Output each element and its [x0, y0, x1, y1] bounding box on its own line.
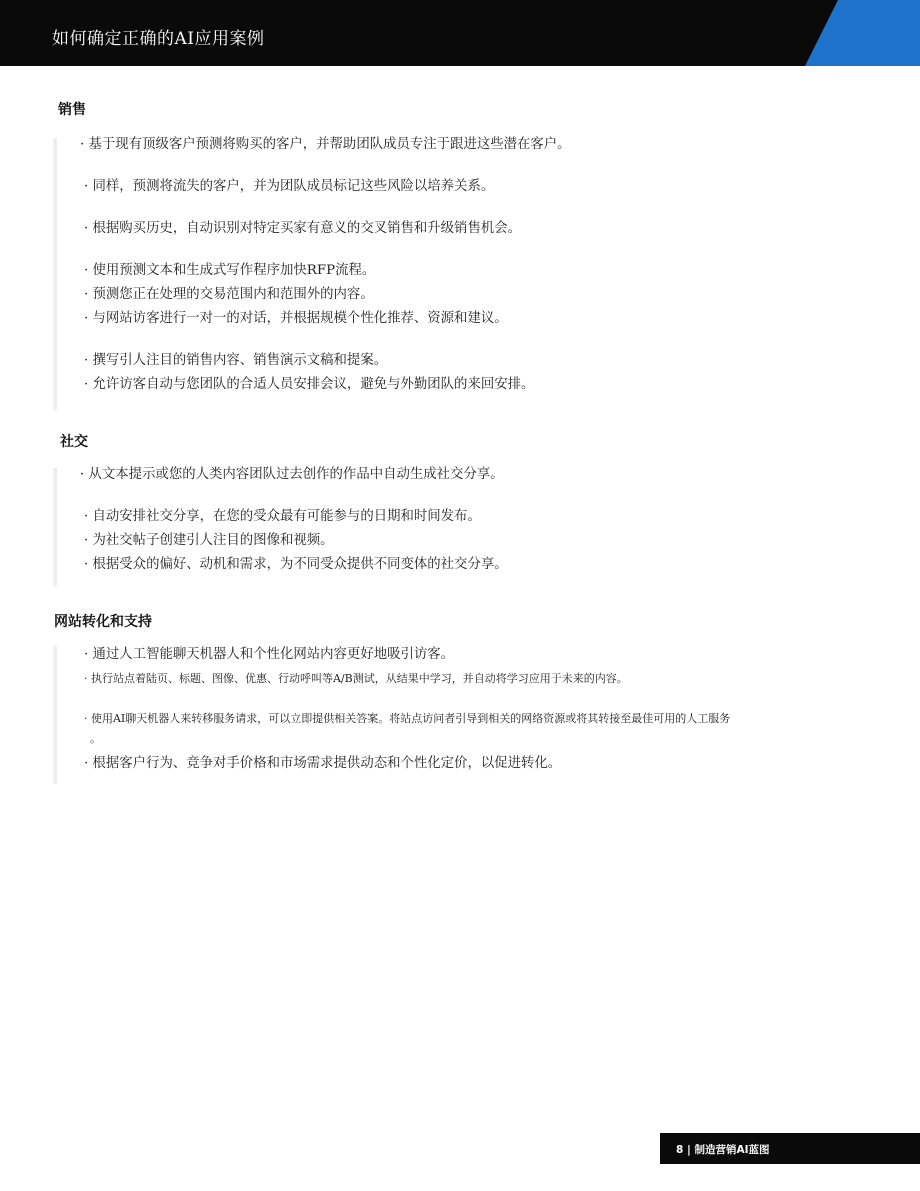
sales-bullet-3: · 根据购买历史，自动识别对特定买家有意义的交叉销售和升级销售机会。: [84, 221, 522, 236]
website-bullet-2: · 执行站点着陆页、标题、图像、优惠、行动呼叫等A/B测试，从结果中学习，并自动将学习应用于未来的内容。: [84, 672, 628, 685]
section-bar-social: [52, 468, 57, 586]
sales-bullet-8: · 允许访客自动与您团队的合适人员安排会议，避免与外勤团队的来回安排。: [84, 377, 535, 392]
social-bullet-4: · 根据受众的偏好、动机和需求，为不同受众提供不同变体的社交分享。: [84, 557, 508, 572]
sales-bullet-1: · 基于现有顶级客户预测将购买的客户，并帮助团队成员专注于跟进这些潜在客户。: [80, 137, 571, 152]
social-bullet-1: · 从文本提示或您的人类内容团队过去创作的作品中自动生成社交分享。: [80, 467, 504, 482]
website-bullet-1: · 通过人工智能聊天机器人和个性化网站内容更好地吸引访客。: [84, 647, 455, 662]
section-bar-website: [52, 646, 57, 784]
header-accent-shape: [805, 0, 920, 66]
page-header: [0, 0, 920, 66]
header-title: 如何确定正确的AI应用案例: [52, 29, 265, 49]
sales-bullet-2: · 同样，预测将流失的客户，并为团队成员标记这些风险以培养关系。: [84, 179, 495, 194]
website-bullet-3: · 使用AI聊天机器人来转移服务请求，可以立即提供相关答案。将站点访问者引导到相关的网络资源或将其转接至最佳可用的人工服务: [84, 712, 731, 725]
sales-bullet-6: · 与网站访客进行一对一的对话，并根据规模个性化推荐、资源和建议。: [84, 311, 508, 326]
social-bullet-2: · 自动安排社交分享，在您的受众最有可能参与的日期和时间发布。: [84, 509, 481, 524]
section-title-website: 网站转化和支持: [54, 614, 152, 630]
website-bullet-4: · 根据客户行为、竞争对手价格和市场需求提供动态和个性化定价，以促进转化。: [84, 756, 562, 771]
section-title-social: 社交: [60, 434, 88, 450]
section-title-sales: 销售: [58, 102, 86, 118]
social-bullet-3: · 为社交帖子创建引人注目的图像和视频。: [84, 533, 334, 548]
sales-bullet-4: · 使用预测文本和生成式写作程序加快RFP流程。: [84, 263, 376, 278]
sales-bullet-5: · 预测您正在处理的交易范围内和范围外的内容。: [84, 287, 374, 302]
section-bar-sales: [52, 138, 57, 410]
sales-bullet-7: · 撰写引人注目的销售内容、销售演示文稿和提案。: [84, 353, 388, 368]
footer-page-label: 8 | 制造营销AI蓝图: [676, 1144, 770, 1156]
website-bullet-3-continuation: 。: [90, 732, 101, 745]
page-footer: [660, 1133, 920, 1164]
